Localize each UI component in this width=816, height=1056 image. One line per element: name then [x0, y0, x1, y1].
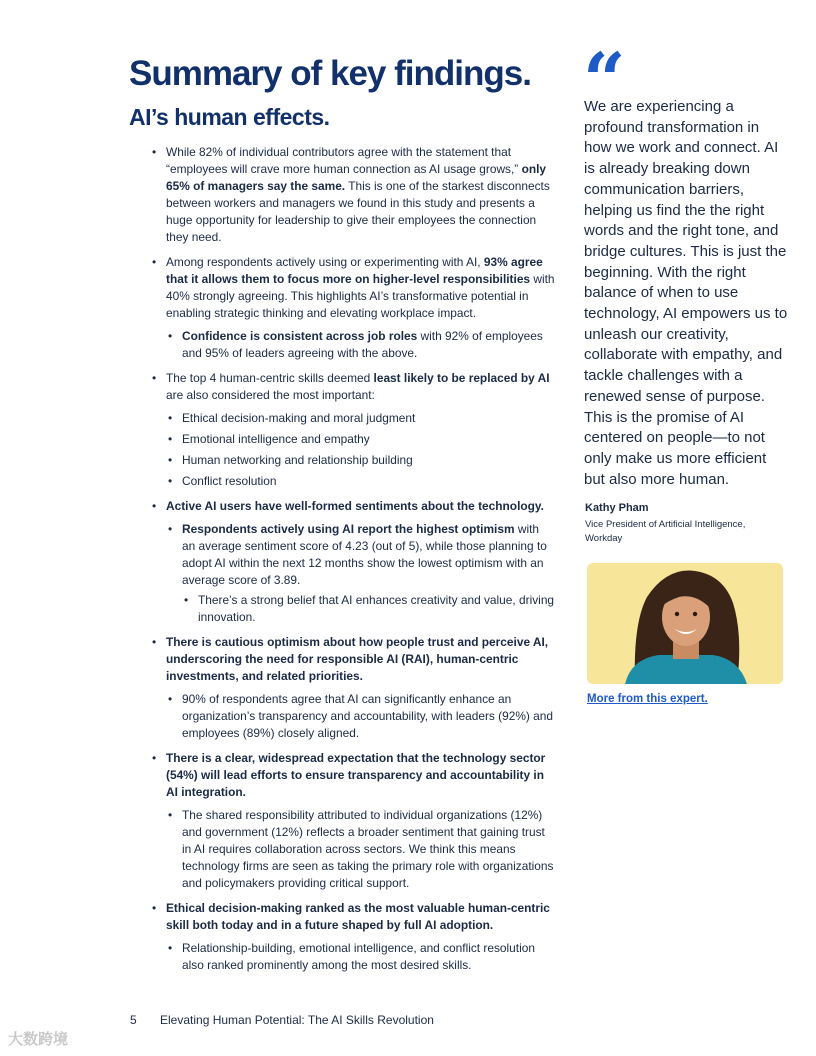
findings-section	[150, 144, 555, 982]
finding-item: • Among respondents actively using or experimenting with AI, 93% agree that it allows them to focus more on higher-level responsibilities with 40% strongly agreeing. This highlights AI’s transformative potential in enabling strategic thinking and elevating workplace impact. • Confidence is consistent across job roles with 92% of employees and 95% of leaders agreeing with the above.	[150, 254, 555, 362]
author-photo	[587, 563, 783, 684]
finding-subitem: • Respondents actively using AI report the highest optimism with an average sentiment score of 4.23 (out of 5), while those planning to adopt AI within the next 12 months show the lowest optimism with an average score of 3.89. • There’s a strong belief that AI enhances creativity and value, driving innovation.	[166, 521, 555, 626]
finding-item: • While 82% of individual contributors agree with the statement that “employees will crave more human connection as AI usage grows,” only 65% of managers say the same. This is one of the starkest disconnects between workers and managers we found in this study and presents a huge opportunity for leadership to give their employees the connection they need.	[150, 144, 555, 246]
skill-item: • Conflict resolution	[166, 473, 555, 490]
finding-item: • Ethical decision-making ranked as the most valuable human-centric skill both today and in a future shaped by full AI adoption. • Relationship-building, emotional intelligence, and conflict resolution also ranked prominently among the most desired skills.	[150, 900, 555, 974]
skill-item: • Emotional intelligence and empathy	[166, 431, 555, 448]
author-title: Vice President of Artificial Intelligence, Workday	[585, 519, 746, 544]
more-from-expert-link[interactable]: More from this expert.	[587, 693, 708, 705]
skills-list	[166, 410, 555, 490]
person-portrait-icon	[587, 563, 783, 684]
finding-item: • There is a clear, widespread expectation that the technology sector (54%) will lead efforts to ensure transparency and accountability in AI integration. • The shared responsibility attributed to individual organizations (12%) and government (12%) reflects a broader sentiment that gaining trust in AI requires collaboration across sectors. We think this means technology firms are seen as taking the primary role with organizations and policymakers providing critical support.	[150, 750, 555, 892]
finding-subitem: • Relationship-building, emotional intelligence, and conflict resolution also ranked prominently among the most desired skills.	[166, 940, 555, 974]
findings-list	[150, 144, 555, 974]
document-title: Elevating Human Potential: The AI Skills Revolution	[160, 1013, 434, 1027]
expert-quote: We are experiencing a profound transformation in how we work and connect. AI is already breaking down communication barriers, helping us find the the right words and the right tone, and bridge cultures. This is just the beginning. With the right balance of when to use technology, AI empowers us to unleash our creativity, collaborate with empathy, and tackle challenges with a renewed sense of purpose. This is the promise of AI centered on people—to not only make us more efficient but also more human.	[584, 98, 788, 488]
skill-item: • Ethical decision-making and moral judgment	[166, 410, 555, 427]
author-name: Kathy Pham	[585, 502, 649, 514]
finding-subitem: • The shared responsibility attributed to individual organizations (12%) and government (12%) reflects a broader sentiment that gaining trust in AI requires collaboration across sectors. We think this means technology firms are seen as taking the primary role with organizations and policymakers providing critical support.	[166, 807, 555, 892]
page-number: 5	[130, 1013, 137, 1027]
section-subtitle: AI’s human effects.	[129, 104, 330, 130]
watermark: 大数跨境	[8, 1031, 69, 1048]
finding-item: • The top 4 human-centric skills deemed least likely to be replaced by AI are also considered the most important: • Ethical decision-making and moral judgment • Emotional intelligence and empathy • Human networking and relationship building • Conflict resolution	[150, 370, 555, 490]
finding-subitem: • 90% of respondents agree that AI can significantly enhance an organization’s transparency and accountability, with leaders (92%) and employees (89%) closely aligned.	[166, 691, 555, 742]
skill-item: • Human networking and relationship building	[166, 452, 555, 469]
finding-item: • Active AI users have well-formed sentiments about the technology. • Respondents actively using AI report the highest optimism with an average sentiment score of 4.23 (out of 5), while those planning to adopt AI within the next 12 months show the lowest optimism with an average score of 3.89. • There’s a strong belief that AI enhances creativity and value, driving innovation.	[150, 498, 555, 626]
page-title: Summary of key findings.	[129, 54, 531, 93]
quote-mark-icon: “	[583, 38, 626, 124]
finding-subsubitem: • There’s a strong belief that AI enhances creativity and value, driving innovation.	[182, 592, 555, 626]
finding-subitem: • Confidence is consistent across job roles with 92% of employees and 95% of leaders agreeing with the above.	[166, 328, 555, 362]
finding-item: • There is cautious optimism about how people trust and perceive AI, underscoring the need for responsible AI (RAI), human-centric investments, and related priorities. • 90% of respondents agree that AI can significantly enhance an organization’s transparency and accountability, with leaders (92%) and employees (89%) closely aligned.	[150, 634, 555, 742]
